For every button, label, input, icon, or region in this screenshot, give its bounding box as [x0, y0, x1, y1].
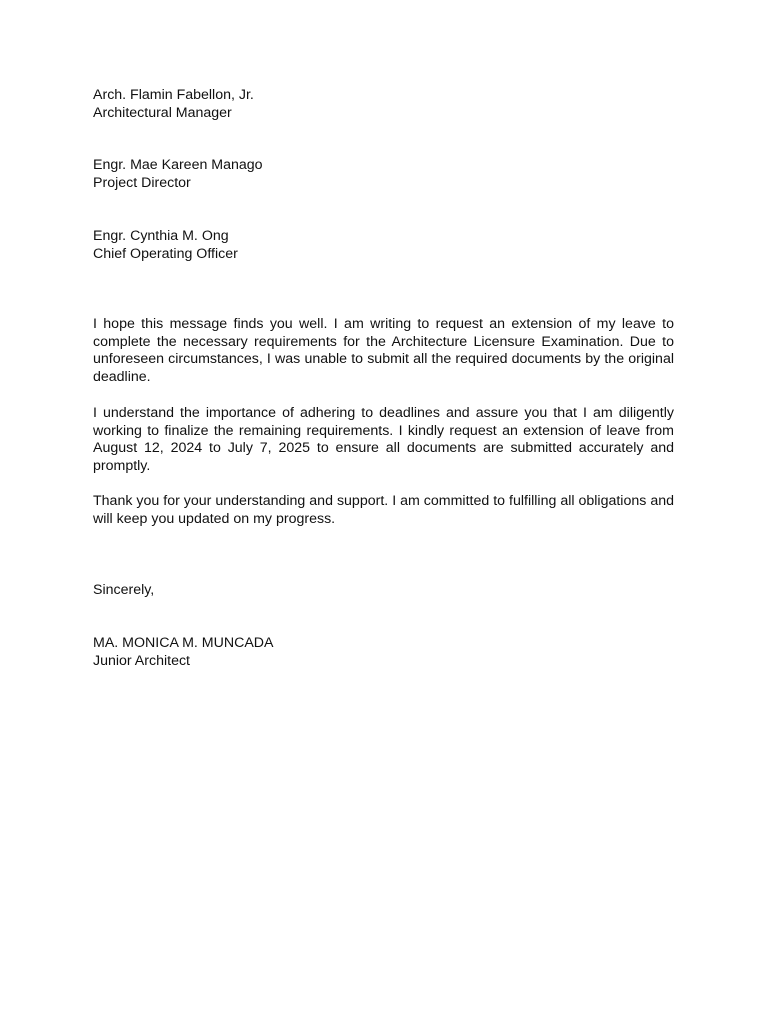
body-paragraph-1 [93, 316, 674, 387]
paragraph-text: I hope this message finds you well. I am writing to request an extension of my leave to complete the necessary requirements for the Architecture Licensure Examination. Due to unforeseen circumstances, I was unable to submit all the required documents by the original deadline. [93, 316, 674, 386]
recipient-title: Project Director [93, 174, 191, 191]
recipient-name: Engr. Cynthia M. Ong [93, 228, 229, 244]
signature-name: MA. MONICA M. MUNCADA [93, 635, 274, 651]
body-paragraph-3 [93, 493, 674, 528]
paragraph-text: I understand the importance of adhering to deadlines and assure you that I am diligently working to finalize the remaining requirements. I kindly request an extension of leave from August 12, 2024 to July 7, 2025 to ensure all documents are submitted accurately and promptly. [93, 405, 674, 475]
closing-block [93, 582, 674, 600]
recipient-name: Engr. Mae Kareen Manago [93, 157, 263, 173]
paragraph-text: Thank you for your understanding and support. I am committed to fulfilling all obligations and will keep you updated on my progress. [93, 493, 674, 527]
signature-block [93, 635, 674, 670]
recipient-title: Chief Operating Officer [93, 245, 238, 262]
body-paragraph-2 [93, 405, 674, 476]
recipient-block-1 [93, 87, 674, 122]
recipient-name: Arch. Flamin Fabellon, Jr. [93, 87, 254, 103]
recipient-title: Architectural Manager [93, 104, 232, 121]
recipient-block-3 [93, 228, 674, 263]
recipient-block-2 [93, 157, 674, 192]
signature-title: Junior Architect [93, 652, 190, 669]
closing-text: Sincerely, [93, 582, 155, 598]
